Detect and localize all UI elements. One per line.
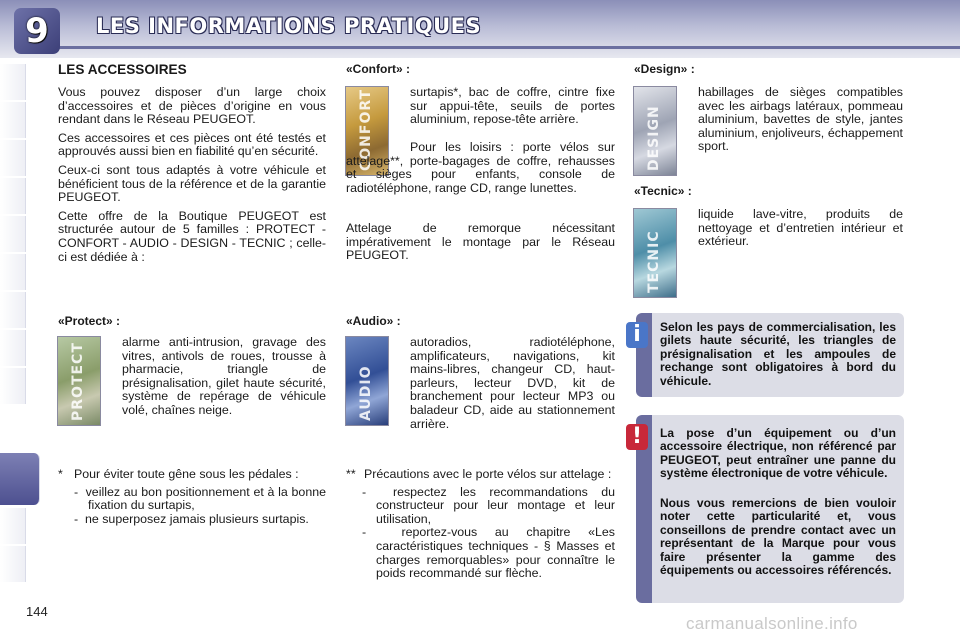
footnote-item: - veillez au bon positionnement et à la bonne fixation du surtapis,	[74, 484, 326, 513]
confort-heading: «Confort» :	[346, 62, 410, 76]
info-box-text: Selon les pays de commercialisation, les gilets haute sécurité, les triangles de présignalisation et les ampoules de rechange sont obligatoires à bord du véhicule.	[660, 320, 896, 388]
tecnic-text: liquide lave-vitre, produits de nettoyage et d’entretien intérieur et extérieur.	[698, 207, 903, 249]
chapter-tab[interactable]	[0, 330, 26, 366]
header-divider	[55, 46, 960, 49]
chapter-tab[interactable]	[0, 216, 26, 252]
footnote-intro: Précautions avec le porte vélos sur attelage :	[364, 467, 612, 481]
footnote-marker: **	[346, 467, 356, 481]
chapter-title: LES INFORMATIONS PRATIQUES	[96, 14, 482, 38]
chapter-tab[interactable]	[0, 292, 26, 328]
chapter-number-badge: 9	[14, 8, 60, 54]
protect-image-label: PROTECT	[70, 342, 86, 421]
intro-text	[58, 86, 326, 269]
chapter-tab[interactable]	[0, 178, 26, 214]
chapter-tab-active[interactable]	[0, 453, 40, 505]
tecnic-image-label: TECNIC	[646, 230, 662, 293]
protect-text: alarme anti-intrusion, gravage des vitres, antivols de roues, trousse à pharmacie, triangle de présignalisation, gilet haute sécurité, système de repérage de véhicule volé, chaînes neige.	[122, 335, 326, 417]
chapter-tab[interactable]	[0, 102, 26, 138]
intro-paragraph: Vous pouvez disposer d’un large choix d’accessoires et de pièces d’origine en vous rendant dans le Réseau PEUGEOT.	[58, 85, 326, 127]
confort-text: surtapis*, bac de coffre, cintre fixe sur appui-tête, seuils de portes aluminium, repose-tête arrière.	[410, 85, 615, 127]
footnote-intro: Pour éviter toute gêne sous les pédales :	[74, 467, 299, 481]
design-image-label: DESIGN	[646, 105, 662, 171]
confort-towbar-text: Attelage de remorque nécessitant impérativement le montage par le Réseau PEUGEOT.	[346, 221, 615, 263]
footnote-item: - respectez les recommandations du constructeur pour leur montage et leur utilisation,	[362, 484, 616, 526]
chapter-tabs	[0, 58, 26, 588]
watermark: carmanualsonline.info	[686, 614, 858, 633]
intro-paragraph: Ces accessoires et ces pièces ont été testés et approuvés aussi bien en fiabilité qu’en sécurité.	[58, 130, 326, 159]
footnote-item: - ne superposez jamais plusieurs surtapis.	[74, 511, 309, 526]
warning-box-text: Nous vous remercions de bien vouloir noter cette particularité et, vous conseillons de prendre contact avec un représentant de la Marque pour vous faire présenter la gamme des équipements ou accessoires référencés.	[660, 496, 896, 578]
footnote-single	[58, 468, 326, 526]
audio-product-image	[345, 336, 389, 426]
confort-image-label: CONFORT	[358, 88, 374, 171]
warning-box-text: La pose d’un équipement ou d’un accessoire électrique, non référencé par PEUGEOT, peut entraîner une panne du système électronique de votre véhicule.	[660, 426, 896, 481]
audio-image-label: AUDIO	[358, 365, 374, 421]
chapter-tab[interactable]	[0, 508, 26, 544]
tecnic-heading: «Tecnic» :	[634, 184, 692, 198]
footnote-item: - reportez-vous au chapitre «Les caractéristiques techniques - § Masses et charges remorquables» pour connaître le poids recommandé sur flèche.	[362, 525, 615, 581]
protect-product-image	[57, 336, 101, 426]
section-title: LES ACCESSOIRES	[58, 62, 187, 77]
intro-paragraph: Cette offre de la Boutique PEUGEOT est structurée autour de 5 familles : PROTECT - CONFORT - AUDIO - DESIGN - TECNIC ; celle-ci est dédiée à :	[58, 208, 326, 264]
warning-box	[636, 415, 904, 603]
chapter-tab[interactable]	[0, 140, 26, 176]
chapter-tab[interactable]	[0, 254, 26, 290]
chapter-tab[interactable]	[0, 64, 26, 100]
footnote-marker: *	[58, 467, 63, 481]
info-icon: i	[626, 322, 648, 348]
footnote-double	[346, 468, 615, 581]
design-product-image	[633, 86, 677, 176]
page-number: 144	[26, 604, 48, 619]
tecnic-product-image	[633, 208, 677, 298]
design-heading: «Design» :	[634, 62, 695, 76]
info-box	[636, 313, 904, 397]
audio-text: autoradios, radiotéléphone, amplificateurs, navigations, kit mains-libres, changeur CD, haut-parleurs, lecteur DVD, kit de branchement pour lecteur MP3 ou baladeur CD, aide au stationnement arrière.	[410, 335, 615, 431]
chapter-tab[interactable]	[0, 546, 26, 582]
audio-heading: «Audio» :	[346, 314, 401, 328]
warning-icon: !	[626, 424, 648, 450]
protect-heading: «Protect» :	[58, 314, 121, 328]
design-text: habillages de sièges compatibles avec les airbags latéraux, pommeau aluminium, bavettes de style, jantes aluminium, enjoliveurs, échappement sport.	[698, 85, 903, 154]
chapter-tab[interactable]	[0, 368, 26, 404]
intro-paragraph: Ceux-ci sont tous adaptés à votre véhicule et bénéficient tous de la référence et de la garantie PEUGEOT.	[58, 162, 326, 205]
confort-leisure-paragraph: Pour les loisirs : porte vélos sur attelage**, porte-bagages de coffre, rehausses et sièges pour enfants, console de radiotéléphone, range CD, range lunettes.	[346, 140, 615, 195]
